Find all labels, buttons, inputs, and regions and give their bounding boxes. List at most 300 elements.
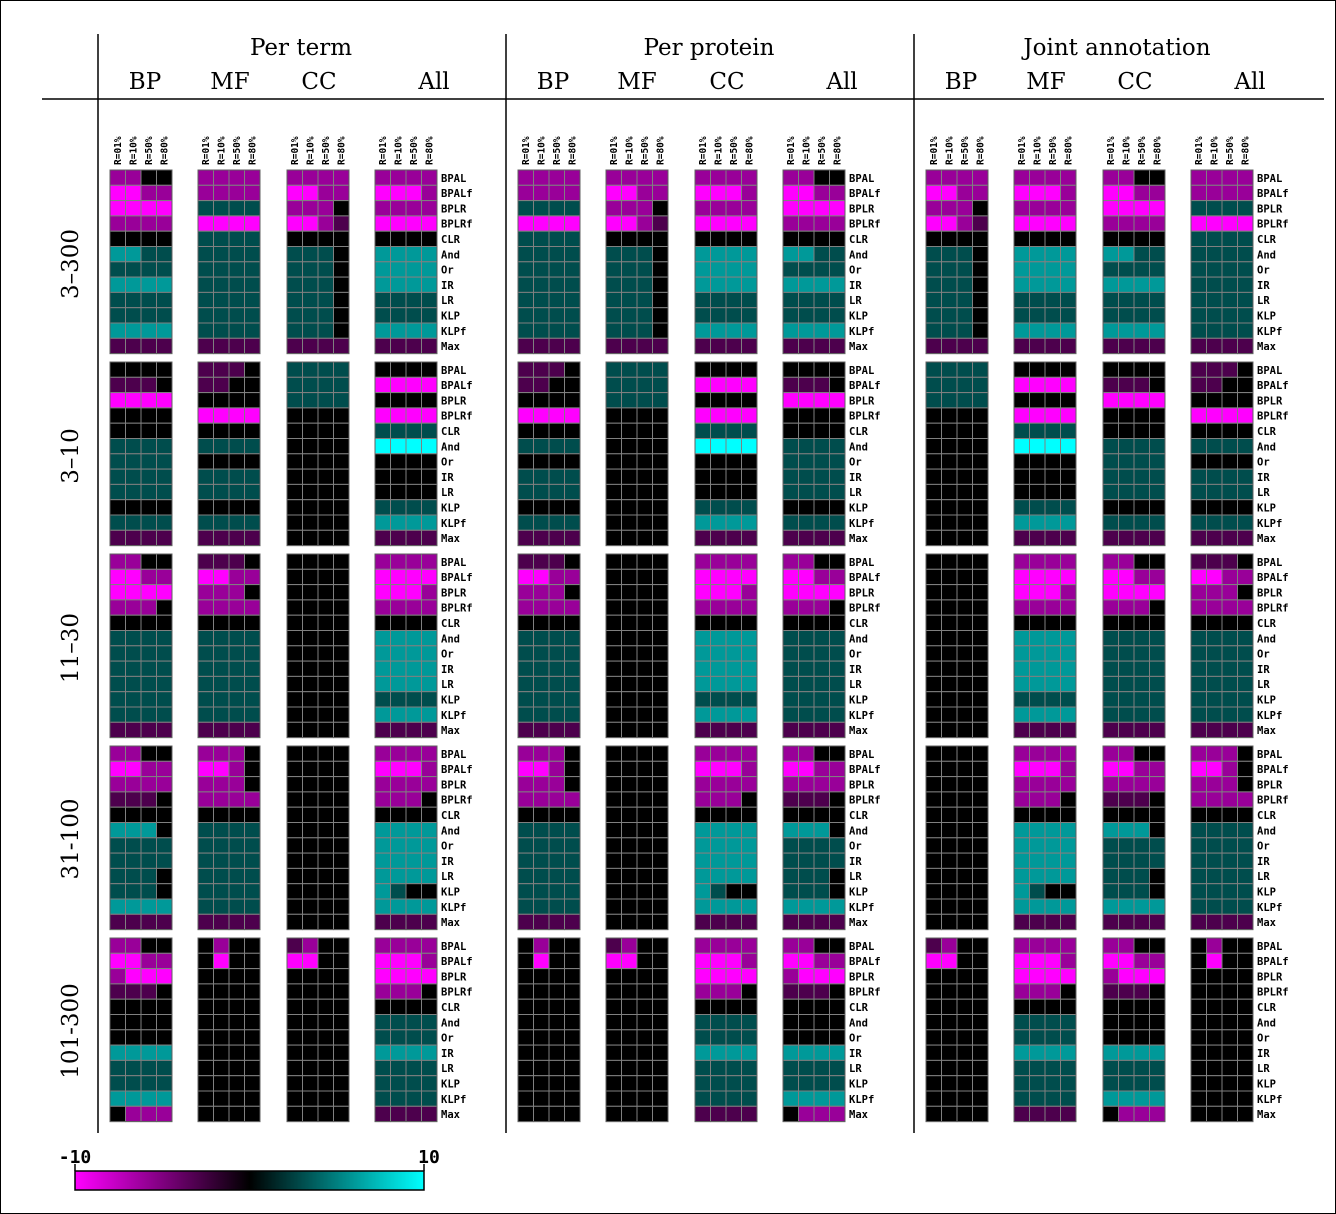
heatmap-cell (942, 231, 958, 246)
heatmap-cell (534, 1076, 550, 1091)
heatmap-cell (926, 777, 942, 792)
heatmap-cell (1045, 247, 1061, 262)
heatmap-cell (141, 362, 157, 377)
heatmap-cell (565, 761, 581, 776)
heatmap-cell (518, 646, 534, 661)
heatmap-cell (549, 469, 565, 484)
heatmap-cell (926, 938, 942, 953)
heatmap-cell (606, 262, 622, 277)
heatmap-cell (1030, 439, 1046, 454)
heatmap-cell (1207, 615, 1223, 630)
heatmap-cell (1061, 393, 1077, 408)
heatmap-cell (973, 969, 989, 984)
heatmap-cell (742, 185, 758, 200)
heatmap-cell (1119, 585, 1135, 600)
heatmap-cell (1014, 938, 1030, 953)
heatmap-cell (141, 868, 157, 883)
heatmap-cell (303, 423, 319, 438)
heatmap-cell (830, 530, 846, 545)
heatmap-cell (318, 377, 334, 392)
heatmap-cell (157, 615, 173, 630)
heatmap-cell (1191, 377, 1207, 392)
heatmap-cell (830, 631, 846, 646)
heatmap-cell (141, 999, 157, 1014)
heatmap-cell (606, 853, 622, 868)
method-label: BPALf (849, 956, 881, 969)
heatmap-cell (375, 231, 391, 246)
heatmap-cell (799, 408, 815, 423)
heatmap-cell (534, 1030, 550, 1045)
heatmap-cell (799, 777, 815, 792)
heatmap-cell (711, 262, 727, 277)
heatmap-cell (1134, 938, 1150, 953)
heatmap-cell (695, 899, 711, 914)
heatmap-cell (318, 661, 334, 676)
method-label: KLP (441, 1078, 460, 1091)
heatmap-cell (198, 362, 214, 377)
heatmap-cell (622, 823, 638, 838)
heatmap-cell (695, 1091, 711, 1106)
heatmap-cell (1103, 1015, 1119, 1030)
heatmap-cell (229, 277, 245, 292)
heatmap-cell (606, 1060, 622, 1075)
heatmap-cell (1222, 938, 1238, 953)
heatmap-cell (1238, 722, 1254, 737)
method-label: BPALf (1257, 764, 1289, 777)
heatmap-cell (318, 500, 334, 515)
heatmap-cell (422, 969, 438, 984)
heatmap-cell (1014, 1045, 1030, 1060)
heatmap-cell (942, 1045, 958, 1060)
heatmap-cell (695, 615, 711, 630)
heatmap-cell (422, 692, 438, 707)
heatmap-cell (391, 484, 407, 499)
heatmap-cell (957, 185, 973, 200)
heatmap-cell (1238, 838, 1254, 853)
heatmap-cell (606, 247, 622, 262)
heatmap-cell (110, 569, 126, 584)
heatmap-cell (1134, 722, 1150, 737)
heatmap-cell (606, 469, 622, 484)
heatmap-cell (157, 1015, 173, 1030)
heatmap-cell (726, 1076, 742, 1091)
heatmap-cell (637, 362, 653, 377)
heatmap-cell (942, 569, 958, 584)
heatmap-cell (799, 569, 815, 584)
heatmap-cell (1134, 807, 1150, 822)
heatmap-cell (157, 746, 173, 761)
heatmap-cell (799, 454, 815, 469)
heatmap-cell (1103, 469, 1119, 484)
heatmap-cell (245, 661, 261, 676)
heatmap-cell (1061, 500, 1077, 515)
heatmap-cell (141, 969, 157, 984)
heatmap-cell (1119, 884, 1135, 899)
heatmap-cell (303, 838, 319, 853)
heatmap-cell (942, 969, 958, 984)
subset-header-bp: BP (944, 69, 978, 95)
heatmap-cell (157, 792, 173, 807)
heatmap-cell (1134, 362, 1150, 377)
heatmap-cell (1119, 338, 1135, 353)
heatmap-cell (157, 1045, 173, 1060)
heatmap-cell (334, 439, 350, 454)
heatmap-cell (1134, 792, 1150, 807)
heatmap-cell (141, 338, 157, 353)
heatmap-cell (198, 262, 214, 277)
heatmap-cell (1150, 938, 1166, 953)
method-label: KLPf (849, 325, 875, 338)
heatmap-cell (391, 439, 407, 454)
heatmap-cell (926, 661, 942, 676)
heatmap-cell (518, 707, 534, 722)
heatmap-cell (1045, 408, 1061, 423)
method-label: KLPf (1257, 709, 1283, 722)
heatmap-cell (1134, 746, 1150, 761)
heatmap-cell (214, 969, 230, 984)
heatmap-cell (1207, 515, 1223, 530)
heatmap-cell (1134, 661, 1150, 676)
heatmap-cell (391, 515, 407, 530)
heatmap-cell (783, 454, 799, 469)
heatmap-cell (518, 1045, 534, 1060)
heatmap-cell (653, 170, 669, 185)
heatmap-cell (422, 1045, 438, 1060)
heatmap-cell (375, 676, 391, 691)
heatmap-cell (1061, 323, 1077, 338)
heatmap-cell (742, 792, 758, 807)
heatmap-cell (303, 969, 319, 984)
heatmap-cell (245, 1106, 261, 1121)
heatmap-cell (606, 231, 622, 246)
heatmap-cell (814, 185, 830, 200)
heatmap-cell (973, 469, 989, 484)
heatmap-cell (1207, 216, 1223, 231)
heatmap-cell (814, 469, 830, 484)
heatmap-cell (830, 323, 846, 338)
heatmap-cell (1103, 554, 1119, 569)
heatmap-cell (1119, 500, 1135, 515)
recall-label: R=50% (1047, 136, 1059, 165)
heatmap-cell (406, 1060, 422, 1075)
heatmap-cell (1207, 823, 1223, 838)
heatmap-cell (245, 277, 261, 292)
heatmap-cell (1134, 277, 1150, 292)
heatmap-cell (229, 1015, 245, 1030)
heatmap-cell (1150, 569, 1166, 584)
heatmap-cell (942, 807, 958, 822)
heatmap-cell (198, 868, 214, 883)
heatmap-cell (110, 530, 126, 545)
heatmap-cell (406, 746, 422, 761)
heatmap-cell (141, 277, 157, 292)
heatmap-cell (214, 423, 230, 438)
heatmap-cell (1222, 853, 1238, 868)
heatmap-cell (695, 323, 711, 338)
heatmap-cell (973, 292, 989, 307)
heatmap-cell (287, 999, 303, 1014)
heatmap-cell (406, 707, 422, 722)
heatmap-cell (783, 308, 799, 323)
heatmap-cell (534, 170, 550, 185)
heatmap-cell (1191, 792, 1207, 807)
heatmap-cell (830, 469, 846, 484)
heatmap-cell (198, 1076, 214, 1091)
heatmap-cell (422, 423, 438, 438)
heatmap-cell (1061, 1015, 1077, 1030)
heatmap-cell (622, 761, 638, 776)
heatmap-cell (1061, 707, 1077, 722)
heatmap-cell (830, 408, 846, 423)
heatmap-cell (1238, 1091, 1254, 1106)
heatmap-cell (830, 377, 846, 392)
heatmap-cell (198, 500, 214, 515)
method-label: Max (1257, 1109, 1276, 1122)
heatmap-cell (391, 746, 407, 761)
heatmap-cell (742, 600, 758, 615)
heatmap-cell (126, 792, 142, 807)
heatmap-cell (534, 216, 550, 231)
heatmap-cell (565, 999, 581, 1014)
heatmap-cell (1030, 1060, 1046, 1075)
heatmap-cell (973, 377, 989, 392)
heatmap-cell (973, 1091, 989, 1106)
heatmap-cell (1134, 1045, 1150, 1060)
heatmap-cell (1238, 884, 1254, 899)
heatmap-cell (1119, 439, 1135, 454)
colorbar-gradient (75, 1171, 424, 1190)
heatmap-cell (1207, 231, 1223, 246)
heatmap-cell (1150, 338, 1166, 353)
heatmap-cell (957, 692, 973, 707)
heatmap-cell (245, 746, 261, 761)
heatmap-cell (334, 984, 350, 999)
recall-label: R=50% (959, 136, 971, 165)
heatmap-cell (653, 1091, 669, 1106)
heatmap-cell (126, 953, 142, 968)
heatmap-cell (287, 216, 303, 231)
method-label: KLPf (441, 709, 467, 722)
heatmap-cell (973, 515, 989, 530)
heatmap-cell (303, 362, 319, 377)
heatmap-cell (518, 231, 534, 246)
heatmap-cell (565, 853, 581, 868)
heatmap-cell (1191, 338, 1207, 353)
heatmap-cell (606, 277, 622, 292)
heatmap-cell (141, 938, 157, 953)
heatmap-cell (157, 1060, 173, 1075)
heatmap-cell (406, 1030, 422, 1045)
heatmap-cell (126, 999, 142, 1014)
heatmap-cell (726, 646, 742, 661)
heatmap-cell (1103, 707, 1119, 722)
heatmap-cell (973, 1106, 989, 1121)
heatmap-cell (1061, 1030, 1077, 1045)
heatmap-cell (1061, 615, 1077, 630)
heatmap-cell (141, 953, 157, 968)
heatmap-cell (1191, 308, 1207, 323)
method-label: BPLRf (849, 410, 881, 423)
heatmap-cell (141, 1030, 157, 1045)
heatmap-cell (287, 722, 303, 737)
heatmap-cell (1045, 1076, 1061, 1091)
heatmap-cell (830, 853, 846, 868)
heatmap-cell (1150, 792, 1166, 807)
heatmap-cell (942, 484, 958, 499)
heatmap-cell (830, 707, 846, 722)
heatmap-cell (375, 247, 391, 262)
heatmap-cell (534, 999, 550, 1014)
method-label: KLP (1257, 694, 1276, 707)
heatmap-cell (1014, 216, 1030, 231)
heatmap-cell (391, 585, 407, 600)
heatmap-cell (653, 408, 669, 423)
heatmap-cell (711, 746, 727, 761)
heatmap-cell (1045, 393, 1061, 408)
heatmap-cell (1061, 469, 1077, 484)
heatmap-cell (318, 554, 334, 569)
heatmap-cell (711, 515, 727, 530)
heatmap-cell (214, 631, 230, 646)
heatmap-cell (1061, 938, 1077, 953)
heatmap-cell (653, 554, 669, 569)
heatmap-cell (157, 631, 173, 646)
heatmap-cell (926, 807, 942, 822)
heatmap-cell (229, 423, 245, 438)
heatmap-cell (406, 408, 422, 423)
heatmap-cell (1207, 247, 1223, 262)
heatmap-cell (726, 454, 742, 469)
heatmap-cell (830, 554, 846, 569)
heatmap-cell (157, 761, 173, 776)
heatmap-cell (1030, 292, 1046, 307)
heatmap-cell (942, 746, 958, 761)
heatmap-cell (1191, 500, 1207, 515)
method-label: IR (849, 471, 862, 484)
size-range-label: 11–30 (58, 612, 84, 684)
heatmap-cell (1134, 231, 1150, 246)
heatmap-cell (157, 530, 173, 545)
heatmap-cell (141, 761, 157, 776)
heatmap-cell (957, 899, 973, 914)
heatmap-cell (549, 454, 565, 469)
heatmap-cell (1222, 1060, 1238, 1075)
heatmap-cell (1207, 999, 1223, 1014)
heatmap-cell (799, 292, 815, 307)
heatmap-cell (695, 292, 711, 307)
heatmap-cell (565, 377, 581, 392)
heatmap-cell (799, 838, 815, 853)
heatmap-cell (653, 500, 669, 515)
heatmap-cell (726, 1030, 742, 1045)
heatmap-cell (126, 185, 142, 200)
heatmap-cell (245, 761, 261, 776)
heatmap-cell (783, 484, 799, 499)
heatmap-cell (391, 823, 407, 838)
heatmap-cell (606, 722, 622, 737)
heatmap-cell (229, 692, 245, 707)
heatmap-cell (742, 676, 758, 691)
heatmap-cell (214, 999, 230, 1014)
heatmap-cell (637, 554, 653, 569)
heatmap-cell (287, 746, 303, 761)
heatmap-cell (287, 308, 303, 323)
heatmap-cell (830, 1076, 846, 1091)
heatmap-cell (726, 469, 742, 484)
heatmap-cell (1014, 530, 1030, 545)
heatmap-cell (318, 676, 334, 691)
heatmap-cell (303, 823, 319, 838)
heatmap-cell (973, 823, 989, 838)
heatmap-cell (830, 569, 846, 584)
heatmap-cell (1030, 615, 1046, 630)
heatmap-cell (1207, 454, 1223, 469)
heatmap-cell (1014, 722, 1030, 737)
heatmap-cell (565, 292, 581, 307)
heatmap-cell (622, 984, 638, 999)
heatmap-cell (973, 569, 989, 584)
heatmap-cell (245, 1030, 261, 1045)
heatmap-cell (1061, 984, 1077, 999)
heatmap-cell (565, 454, 581, 469)
heatmap-cell (1207, 469, 1223, 484)
heatmap-cell (1238, 938, 1254, 953)
heatmap-cell (1014, 454, 1030, 469)
heatmap-cell (973, 999, 989, 1014)
heatmap-cell (422, 1091, 438, 1106)
heatmap-cell (957, 1091, 973, 1106)
method-label: BPLRf (441, 794, 473, 807)
heatmap-cell (1061, 362, 1077, 377)
heatmap-cell (637, 984, 653, 999)
heatmap-cell (653, 515, 669, 530)
heatmap-cell (157, 170, 173, 185)
heatmap-cell (1119, 1091, 1135, 1106)
heatmap-cell (711, 1030, 727, 1045)
heatmap-cell (1014, 761, 1030, 776)
heatmap-cell (814, 615, 830, 630)
heatmap-cell (1134, 469, 1150, 484)
heatmap-cell (406, 807, 422, 822)
heatmap-cell (198, 569, 214, 584)
heatmap-cell (622, 868, 638, 883)
heatmap-cell (245, 585, 261, 600)
heatmap-cell (198, 484, 214, 499)
heatmap-cell (1150, 999, 1166, 1014)
heatmap-cell (1014, 1060, 1030, 1075)
heatmap-cell (1191, 554, 1207, 569)
heatmap-cell (229, 646, 245, 661)
heatmap-cell (973, 484, 989, 499)
heatmap-cell (957, 868, 973, 883)
heatmap-cell (1103, 838, 1119, 853)
heatmap-cell (653, 777, 669, 792)
heatmap-cell (1030, 308, 1046, 323)
heatmap-cell (942, 216, 958, 231)
heatmap-cell (942, 646, 958, 661)
recall-label: R=01% (112, 136, 124, 165)
heatmap-cell (565, 393, 581, 408)
heatmap-cell (726, 984, 742, 999)
heatmap-cell (1061, 201, 1077, 216)
heatmap-cell (1134, 292, 1150, 307)
heatmap-cell (391, 185, 407, 200)
heatmap-cell (287, 1106, 303, 1121)
heatmap-cell (1238, 530, 1254, 545)
heatmap-cell (303, 615, 319, 630)
heatmap-cell (518, 423, 534, 438)
heatmap-cell (1045, 746, 1061, 761)
